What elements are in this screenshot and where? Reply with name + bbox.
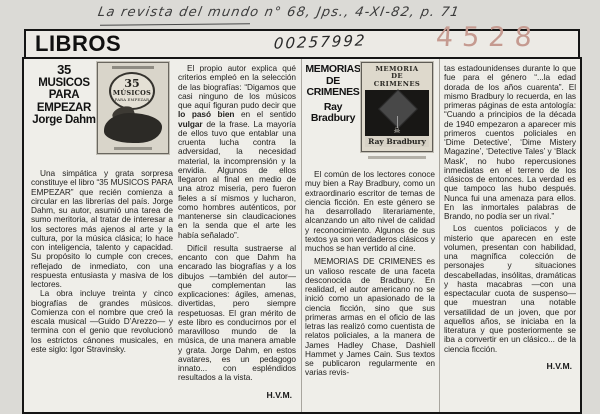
cover-title bbox=[362, 63, 432, 88]
column-musicos-2 bbox=[178, 59, 296, 412]
cover-publisher-text-bar bbox=[114, 147, 152, 150]
crimenes-headline bbox=[305, 62, 361, 159]
headline-line: 35 bbox=[57, 62, 71, 77]
crimenes-paragraph-4: Los cuentos policiacos y de misterio que aparecen en este volumen, presentan con habilidad, una magnífica colección de personajes y situaciones descabelladas, insólitas, dramáticas y hasta macabras —con una espectacular cuota de suspenso— que muestran una notable versatilidad de un joven, que por aquellos años, se iniciaba en la literatura y que posteriormente se iba a convertir en un clásico... de la ciencia ficción. bbox=[444, 223, 576, 354]
quote-text: de la frase. La mayoría de ellos tuvo que entablar una cruenta lucha contra la adversidad, la necesidad material, la incomprensión y la envidia. Algunos de ellos llegaron al final en medio de una atroz miseria, pero fueron fieles a sí mismos y lucharon, como hombres auténticos, por mantenerse sin claudicaciones en la senda que el arte les había señalado”. bbox=[178, 118, 296, 240]
article-body-box bbox=[22, 57, 582, 414]
musicos-headline bbox=[31, 62, 97, 154]
kite-diamond-illustration bbox=[378, 89, 418, 129]
quote-text: en el sentido bbox=[234, 109, 296, 120]
section-header-box bbox=[24, 22, 580, 59]
skull-icon: ☠ bbox=[393, 126, 401, 135]
cover-title-medallion bbox=[109, 72, 155, 110]
column-crimenes-1 bbox=[305, 59, 435, 412]
crimenes-author-line: Bradbury bbox=[310, 112, 356, 124]
crimenes-cover-wrap bbox=[361, 62, 433, 159]
headline-line: EMPEZAR bbox=[36, 101, 92, 114]
gramophone-illustration bbox=[104, 113, 162, 143]
cover-number: 35 bbox=[124, 77, 140, 90]
crimenes-paragraph-2: MEMORIAS DE CRIMENES es un valioso rescate de una faceta desconocida de Bradbury. En realidad, el autor americano no se inició como un apasionado de la ciencia ficción, sino que sus primeras armas en el oficio de las letras las realizó como cuentista de relatos policiales, a la manera de James Hadley Chase, Dashiell Hammet y James Cain. Sus textos se publicaron regularmente en varias revis- bbox=[305, 256, 435, 378]
stamp-number: 00257992 bbox=[273, 31, 368, 53]
column-divider bbox=[301, 59, 302, 412]
column-musicos-1 bbox=[31, 59, 173, 412]
handwritten-underline bbox=[100, 23, 250, 26]
crimenes-paragraph-3: tas estadounidenses durante lo que fue para el género “...la edad dorada de los años cuarenta”. El mismo Bradbury lo recuerda, en las primeras páginas de esta antología: “Cuando a principios de la década de 1940 empezaron a aparecer mis primeros cuentos policiales en ‘Dime Detective’, ‘Dime Mistery Magazine’, ‘Detective Tales’ y ‘Black Mask’, no hubo repercusiones inmediatas en el terreno de los clásicos de entonces. La verdad es que tampoco las hubo después. Nunca fui una amenaza para ellos. En las inmortales palabras de Brando, no podía ser un rival.” bbox=[444, 63, 576, 221]
musicos-paragraph-1: Una simpática y grata sorpresa constituye el libro “35 MUSICOS PARA EMPEZAR” que recién comienza a circular en las librerías del país. Jorge Dahm, su autor, asumió una tarea de sumo meritoria, al tratar de interesar a los sectores más ajenos al arte y la cultura, por la música clásica; lo hace con inteligencia, talento y capacidad. Su propósito lo cumple con creces, reflejado de inmediato, con una respuesta entusiasta y masiva de los lectores. bbox=[31, 168, 173, 289]
musicos-article-header bbox=[31, 62, 173, 154]
cover-title-line: DE bbox=[391, 72, 403, 81]
column-divider bbox=[439, 59, 440, 412]
cover-title-line: CRIMENES bbox=[373, 79, 421, 88]
cover-caption-text-bar bbox=[368, 156, 426, 159]
crimenes-article-header bbox=[305, 62, 435, 159]
handwritten-source-note: La revista del mundo n° 68, Jps., 4-XI-82, p. 71 bbox=[96, 5, 462, 20]
cover-title-line: MEMORIA bbox=[375, 65, 419, 73]
musicos-paragraph-2: La obra incluye treinta y cinco biografías de grandes músicos. Comienza con el nombre que creó la escala musical —Guido D’Arezzo— y termina con el genio que revolucionó los estrictos cánones musicales, en este siglo: Igor Stravinsky. bbox=[31, 288, 173, 354]
musicos-byline: H.V.M. bbox=[266, 389, 292, 400]
cover-top-text-bar bbox=[112, 66, 154, 69]
cover-title: MÚSICOS bbox=[112, 89, 152, 97]
headline-line: PARA bbox=[48, 89, 80, 101]
headline-line: CRIMENES bbox=[306, 86, 360, 98]
column-crimenes-2 bbox=[444, 59, 576, 412]
cover-artwork bbox=[365, 90, 429, 136]
archive-number: 4528 bbox=[434, 22, 542, 53]
musicos-paragraph-quote bbox=[178, 64, 296, 240]
crimenes-author-line: Ray bbox=[323, 100, 343, 113]
section-title: LIBROS bbox=[35, 31, 122, 56]
musicos-paragraph-4: Difícil resulta sustraerse al encanto con que Dahm ha encarado las biografías y a los dibujos —también del autor— que complementan las explicaciones: ágiles, amenas, divertidas, pero siempre respetuosas. El gran mérito de este libro es conducirnos por el maravilloso mundo de la música, de una manera amable y grata. Jorge Dahm, en estos avatares, es un pedagogo innato... con espléndidos resultados a la vista. bbox=[178, 242, 296, 383]
cover-author: Ray Bradbury bbox=[365, 136, 429, 147]
headline-line: DE bbox=[326, 74, 340, 87]
quote-text: El propio autor explica qué criterios empleó en la selección de las biografías: “Digamos que casi ninguno de los músicos que aquí figuran pudo decir que bbox=[178, 63, 296, 110]
cover-subtitle: PARA EMPEZAR bbox=[114, 97, 150, 102]
quote-bold-text: lo pasó bien bbox=[178, 109, 235, 120]
headline-line: MEMORIAS bbox=[305, 63, 361, 75]
quote-bold-text: vulgar bbox=[178, 118, 203, 129]
crimenes-byline: H.V.M. bbox=[546, 360, 572, 371]
musicos-author: Jorge Dahm bbox=[32, 114, 96, 126]
crimenes-paragraph-1: El común de los lectores conoce muy bien a Ray Bradbury, como un extraordinario escritor de temas de ciencia ficción. En este género se ha desarrollado literariamente, alcanzando un alto nivel de calidad y reconocimiento. Algunos de sus textos ya son verdaderos clásicos y muchos se han vertido al cine. bbox=[305, 169, 435, 253]
headline-line: MUSICOS bbox=[38, 76, 90, 89]
crimenes-book-cover bbox=[361, 62, 433, 152]
musicos-book-cover bbox=[97, 62, 169, 154]
